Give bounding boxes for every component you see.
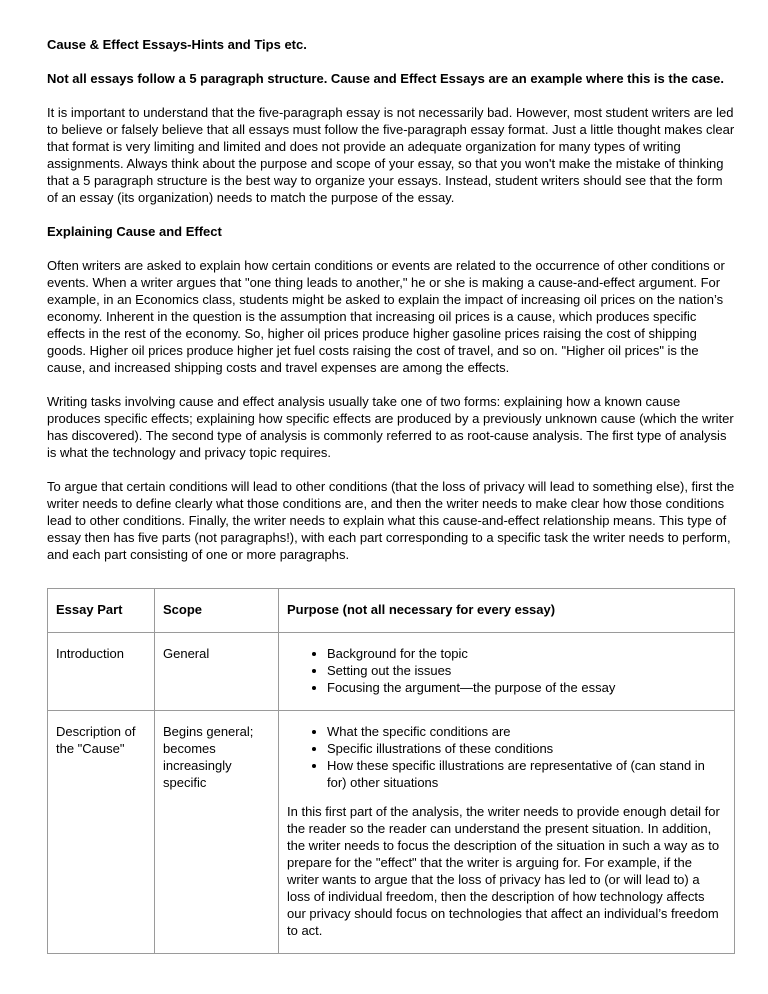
intro-paragraph: It is important to understand that the five-paragraph essay is not necessarily bad. However, most student writers are led to believe or falsely believe that all essays must follow the five-paragraph essay format. Just a little thought makes clear that format is very limiting and limited and does not provide an adequate organization for many types of writing assignments. Always think about the purpose and scope of your essay, so that you won't make the mistake of thinking that a 5 paragraph structure is the best way to organize your essays. Instead, student writers should see that the form of an essay (its organization) needs to match the purpose of the essay. — [47, 105, 735, 205]
purpose-note: In this first part of the analysis, the writer needs to provide enough detail for the reader so the reader can understand the present situation. In addition, the writer needs to focus the description of the situation in such a way as to prepare for the "effect" that the writer is arguing for. For example, if the writer wants to argue that the loss of privacy has led to (or will lead to) a loss of individual freedom, then the description of how technology affects our privacy should focus on technologies that affect an individual’s freedom to act. — [287, 804, 720, 938]
cell-scope: General — [155, 633, 279, 711]
cell-essay-part: Description of the "Cause" — [48, 711, 155, 954]
list-item: • Setting out the issues — [327, 662, 726, 679]
header-essay-part: Essay Part — [48, 589, 155, 633]
list-item: • How these specific illustrations are representative of (can stand in for) other situations — [327, 757, 726, 791]
document-body — [47, 36, 737, 580]
section-heading: Explaining Cause and Effect — [47, 224, 222, 239]
essay-structure-table — [47, 588, 735, 954]
paragraph-oil-prices: Often writers are asked to explain how certain conditions or events are related to the occurrence of other conditions or events. When a writer argues that "one thing leads to another," he or she is making a cause-and-effect argument. For example, in an Economics class, students might be asked to explain the impact of increasing oil prices on the nation’s economy. Inherent in the question is the assumption that increasing oil prices is a cause, which produces specific effects in the rest of the economy. So, higher oil prices produce higher gasoline prices raising the cost of shipping goods. Higher oil prices produce higher jet fuel costs raising the cost of travel, and so on. "Higher oil prices" is the cause, and increased shipping costs and travel expenses are among the effects. — [47, 258, 725, 375]
paragraph-analysis-forms: Writing tasks involving cause and effect analysis usually take one of two forms: explaining how a known cause produces specific effects; explaining how specific effects are produced by a previously unknown cause (which the writer has discovered). The second type of analysis is commonly referred to as root-cause analysis. The first type of analysis is what the technology and privacy topic requires. — [47, 394, 734, 460]
cell-purpose — [279, 633, 735, 711]
purpose-list — [287, 645, 726, 696]
header-purpose: Purpose (not all necessary for every essay) — [279, 589, 735, 633]
list-item: • Specific illustrations of these conditions — [327, 740, 726, 757]
table-row — [48, 711, 735, 954]
list-item: • What the specific conditions are — [327, 723, 726, 740]
table-header-row — [48, 589, 735, 633]
cell-essay-part: Introduction — [48, 633, 155, 711]
document-title: Cause & Effect Essays-Hints and Tips etc. — [47, 37, 307, 52]
list-item: • Background for the topic — [327, 645, 726, 662]
document-subtitle: Not all essays follow a 5 paragraph structure. Cause and Effect Essays are an example where this is the case. — [47, 71, 725, 86]
table-row — [48, 633, 735, 711]
list-item: • Focusing the argument—the purpose of the essay — [327, 679, 726, 696]
header-scope: Scope — [155, 589, 279, 633]
purpose-list — [287, 723, 726, 791]
cell-purpose — [279, 711, 735, 954]
cell-scope: Begins general; becomes increasingly specific — [155, 711, 279, 954]
paragraph-five-parts: To argue that certain conditions will lead to other conditions (that the loss of privacy will lead to something else), first the writer needs to define clearly what those conditions are, and then the writer needs to make clear how those conditions lead to other conditions. Finally, the writer needs to explain what this cause-and-effect relationship means. This type of essay then has five parts (not paragraphs!), with each part corresponding to a specific task the writer needs to perform, and each part consisting of one or more paragraphs. — [47, 479, 735, 562]
